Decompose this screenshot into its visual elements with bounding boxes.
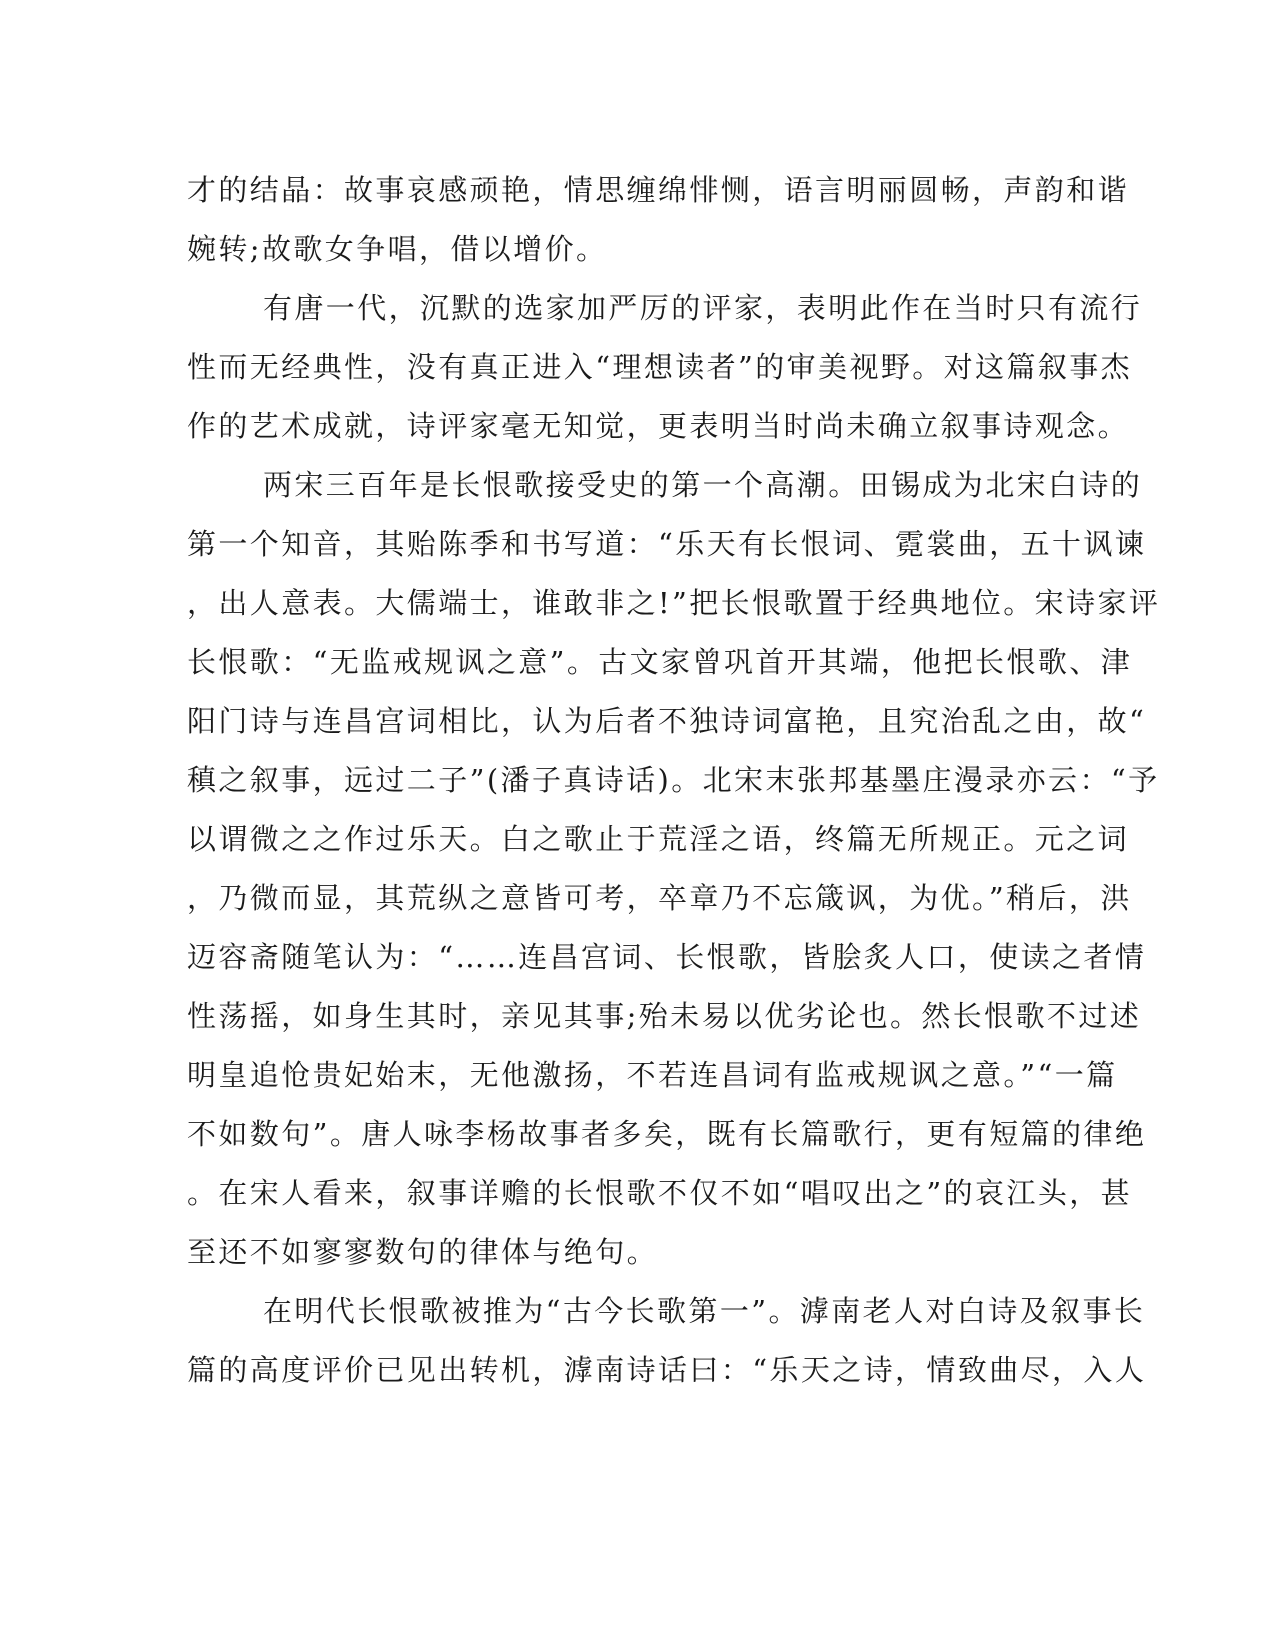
paragraph-start-line: 两宋三百年是长恨歌接受史的第一个高潮。田锡成为北宋白诗的 [263, 468, 1143, 502]
text-line: ，出人意表。大儒端士，谁敢非之!”把长恨歌置于经典地位。宋诗家评 [187, 586, 1161, 620]
text-line: 迈容斋随笔认为：“……连昌宫词、长恨歌，皆脍炙人口，使读之者情 [187, 940, 1147, 974]
text-line: 至还不如寥寥数句的律体与绝句。 [187, 1235, 659, 1269]
text-line: ，乃微而显，其荒纵之意皆可考，卒章乃不忘箴讽，为优。”稍后，洪 [187, 881, 1132, 915]
text-line: 篇的高度评价已见出转机，滹南诗话曰：“乐天之诗，情致曲尽，入人 [187, 1353, 1147, 1387]
text-line: 长恨歌：“无监戒规讽之意”。古文家曾巩首开其端，他把长恨歌、津 [187, 645, 1133, 679]
text-line: 性荡摇，如身生其时，亲见其事;殆未易以优劣论也。然长恨歌不过述 [187, 999, 1142, 1033]
text-line: 第一个知音，其贻陈季和书写道：“乐天有长恨词、霓裳曲，五十讽谏 [187, 527, 1147, 561]
text-line: 性而无经典性，没有真正进入“理想读者”的审美视野。对这篇叙事杰 [187, 350, 1133, 384]
text-line: 以谓微之之作过乐天。白之歌止于荒淫之语，终篇无所规正。元之词 [187, 822, 1130, 856]
text-line: 。在宋人看来，叙事详赡的长恨歌不仅不如“唱叹出之”的哀江头，甚 [187, 1176, 1133, 1210]
text-line: 稹之叙事，远过二子”(潘子真诗话)。北宋末张邦基墨庄漫录亦云：“予 [187, 763, 1160, 797]
text-line: 不如数句”。唐人咏李杨故事者多矣，既有长篇歌行，更有短篇的律绝 [187, 1117, 1147, 1151]
paragraph-start-line: 有唐一代，沉默的选家加严厉的评家，表明此作在当时只有流行 [263, 291, 1143, 325]
text-line: 婉转;故歌女争唱，借以增价。 [187, 232, 608, 266]
text-line: 阳门诗与连昌宫词相比，认为后者不独诗词富艳，且究治乱之由，故“ [187, 704, 1147, 738]
paragraph-start-line: 在明代长恨歌被推为“古今长歌第一”。滹南老人对白诗及叙事长 [263, 1294, 1146, 1328]
text-line: 作的艺术成就，诗评家毫无知觉，更表明当时尚未确立叙事诗观念。 [187, 409, 1130, 443]
text-line: 明皇追怆贵妃始末，无他激扬，不若连昌词有监戒规讽之意。”“一篇 [187, 1058, 1118, 1092]
text-line: 才的结晶：故事哀感顽艳，情思缠绵悱恻，语言明丽圆畅，声韵和谐 [187, 173, 1130, 207]
